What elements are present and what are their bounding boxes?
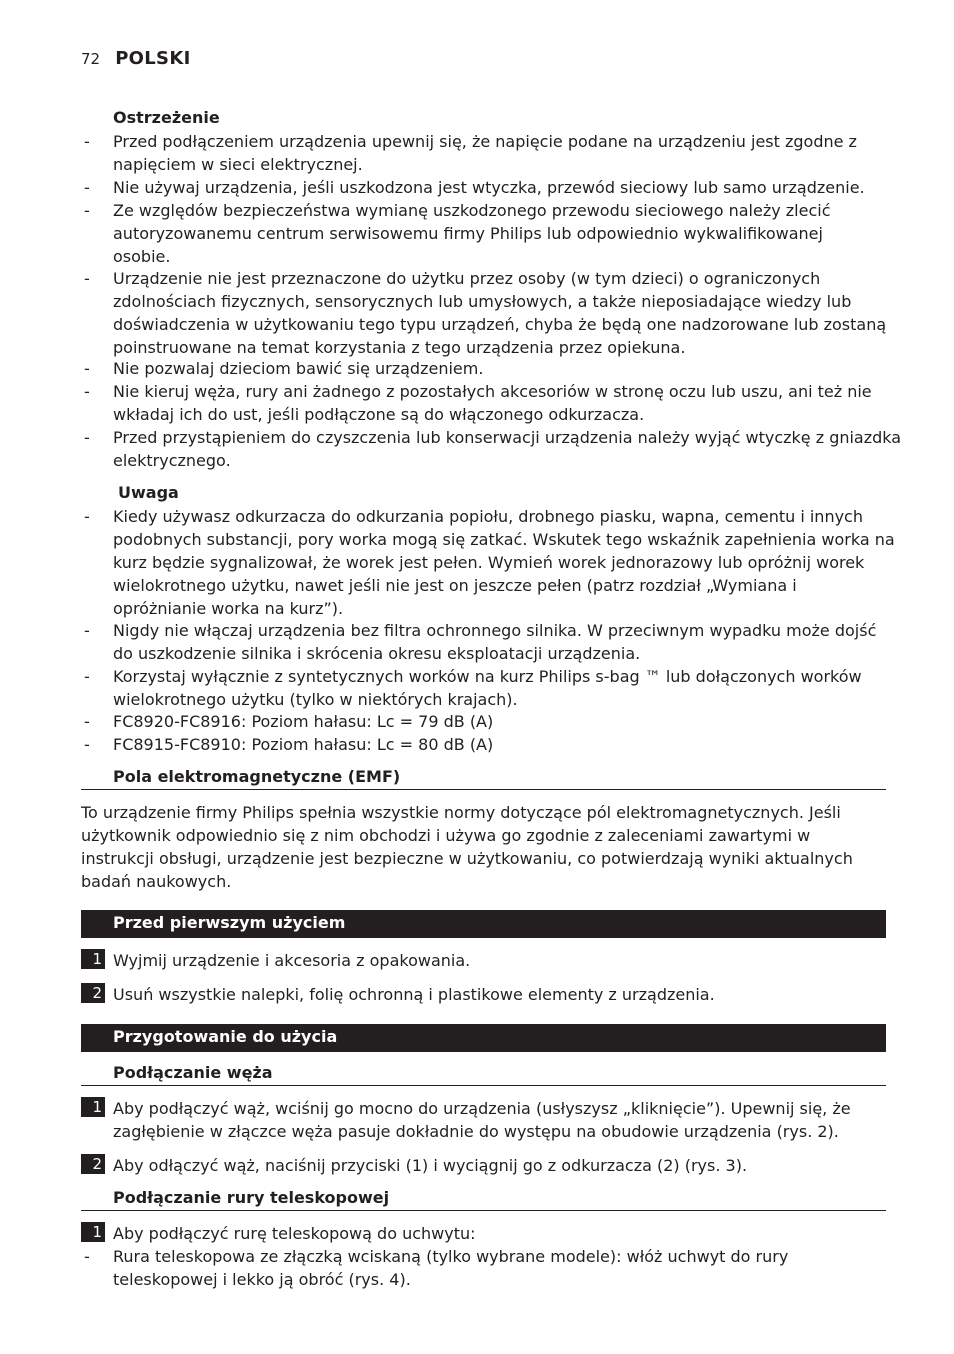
section-bar-preparation [81,1024,886,1052]
text-line: FC8920-FC8916: Poziom hałasu: Lc = 79 dB (A) [113,712,494,731]
tube-heading: Podłączanie rury teleskopowej [81,1187,886,1211]
page-header [81,48,191,69]
text-line: wkładaj ich do ust, jeśli podłączone są do włączonego odkurzacza. [113,405,645,424]
text-line: opróżnianie worka na kurz”). [113,599,344,618]
bullet-dash: - [84,507,90,526]
text-line: Urządzenie nie jest przeznaczone do użytku przez osoby (w tym dzieci) o ograniczonych [113,269,821,288]
text-line: To urządzenie firmy Philips spełnia wszystkie normy dotyczące pól elektromagnetycznych. Jeśli [81,803,841,822]
text-line: Usuń wszystkie nalepki, folię ochronną i plastikowe elementy z urządzenia. [113,985,715,1004]
step-number-badge: 1 [81,1097,105,1117]
text-line: Nigdy nie włączaj urządzenia bez filtra ochronnego silnika. W przeciwnym wypadku może dojść [113,621,877,640]
bullet-dash: - [84,712,90,731]
text-line: teleskopowej i lekko ją obróć (rys. 4). [113,1270,411,1289]
bullet-dash: - [84,1247,90,1266]
step-number-badge: 2 [81,1154,105,1174]
text-line: Kiedy używasz odkurzacza do odkurzania popiołu, drobnego piasku, wapna, cementu i innych [113,507,863,526]
emf-heading: Pola elektromagnetyczne (EMF) [81,766,886,790]
bullet-dash: - [84,735,90,754]
bullet-dash: - [84,428,90,447]
bullet-dash: - [84,178,90,197]
emf-paragraph [81,801,853,893]
bullet-dash: - [84,382,90,401]
text-line: instrukcji obsługi, urządzenie jest bezpieczne w użytkowaniu, co potwierdzają wyniki aktualnych [81,849,853,868]
bullet-dash: - [84,269,90,288]
text-line: Rura teleskopowa ze złączką wciskaną (tylko wybrane modele): włóż uchwyt do rury [113,1247,789,1266]
language-heading: POLSKI [115,48,191,69]
step-number-badge: 1 [81,949,105,969]
text-line: Nie pozwalaj dzieciom bawić się urządzeniem. [113,359,484,378]
bullet-dash: - [84,201,90,220]
page-number: 72 [81,50,101,68]
text-line: zagłębienie w złączce węża pasuje dokładnie do występu na obudowie urządzenia (rys. 2). [113,1122,839,1141]
text-line: elektrycznego. [113,451,231,470]
text-line: poinstruowane na temat korzystania z tego urządzenia przez opiekuna. [113,338,686,357]
text-line: badań naukowych. [81,872,232,891]
text-line: napięciem w sieci elektrycznej. [113,155,363,174]
warning-heading: Ostrzeżenie [113,108,220,127]
text-line: Aby odłączyć wąż, naciśnij przyciski (1) i wyciągnij go z odkurzacza (2) (rys. 3). [113,1156,748,1175]
text-line: Nie używaj urządzenia, jeśli uszkodzona jest wtyczka, przewód sieciowy lub samo urządzenie. [113,178,865,197]
text-line: doświadczenia w użytkowaniu tego typu urządzeń, chyba że będą one nadzorowane lub zostaną [113,315,887,334]
text-line: użytkownik odpowiednio się z nim obchodzi i używa go zgodnie z zaleceniami zawartymi w [81,826,811,845]
text-line: Ze względów bezpieczeństwa wymianę uszkodzonego przewodu sieciowego należy zlecić [113,201,831,220]
bullet-dash: - [84,667,90,686]
text-line: Przed podłączeniem urządzenia upewnij się, że napięcie podane na urządzeniu jest zgodne z [113,132,857,151]
text-line: Aby podłączyć rurę teleskopową do uchwytu: [113,1224,476,1243]
text-line: Przed przystąpieniem do czyszczenia lub konserwacji urządzenia należy wyjąć wtyczkę z gniazdka [113,428,902,447]
section-title: Przygotowanie do użycia [113,1027,338,1046]
text-line: wielokrotnego użytku, nawet jeśli nie jest on jeszcze pełen (patrz rozdział „Wymiana i [113,576,797,595]
text-line: wielokrotnego użytku (tylko w niektórych krajach). [113,690,518,709]
section-title: Przed pierwszym użyciem [113,913,346,932]
text-line: Wyjmij urządzenie i akcesoria z opakowania. [113,951,471,970]
bullet-dash: - [84,359,90,378]
text-line: FC8915-FC8910: Poziom hałasu: Lc = 80 dB (A) [113,735,494,754]
caution-heading: Uwaga [118,483,179,502]
step-number-badge: 2 [81,983,105,1003]
step-number-badge: 1 [81,1222,105,1242]
hose-heading: Podłączanie węża [81,1062,886,1086]
section-bar-first-use [81,910,886,938]
text-line: osobie. [113,247,171,266]
bullet-dash: - [84,132,90,151]
text-line: kurz będzie sygnalizował, że worek jest pełen. Wymień worek jednorazowy lub opróżnij worek [113,553,865,572]
text-line: zdolnościach fizycznych, sensorycznych lub umysłowych, a także nieposiadające wiedzy lub [113,292,852,311]
text-line: Nie kieruj węża, rury ani żadnego z pozostałych akcesoriów w stronę oczu lub uszu, ani też nie [113,382,872,401]
text-line: podobnych substancji, pory worka mogą się zatkać. Wskutek tego wskaźnik zapełnienia worka na [113,530,895,549]
text-line: autoryzowanemu centrum serwisowemu firmy Philips lub odpowiednio wykwalifikowanej [113,224,823,243]
text-line: Korzystaj wyłącznie z syntetycznych worków na kurz Philips s-bag ™ lub dołączonych worków [113,667,862,686]
bullet-dash: - [84,621,90,640]
text-line: Aby podłączyć wąż, wciśnij go mocno do urządzenia (usłyszysz „kliknięcie”). Upewnij się, że [113,1099,851,1118]
text-line: do uszkodzenie silnika i skrócenia okresu eksploatacji urządzenia. [113,644,641,663]
